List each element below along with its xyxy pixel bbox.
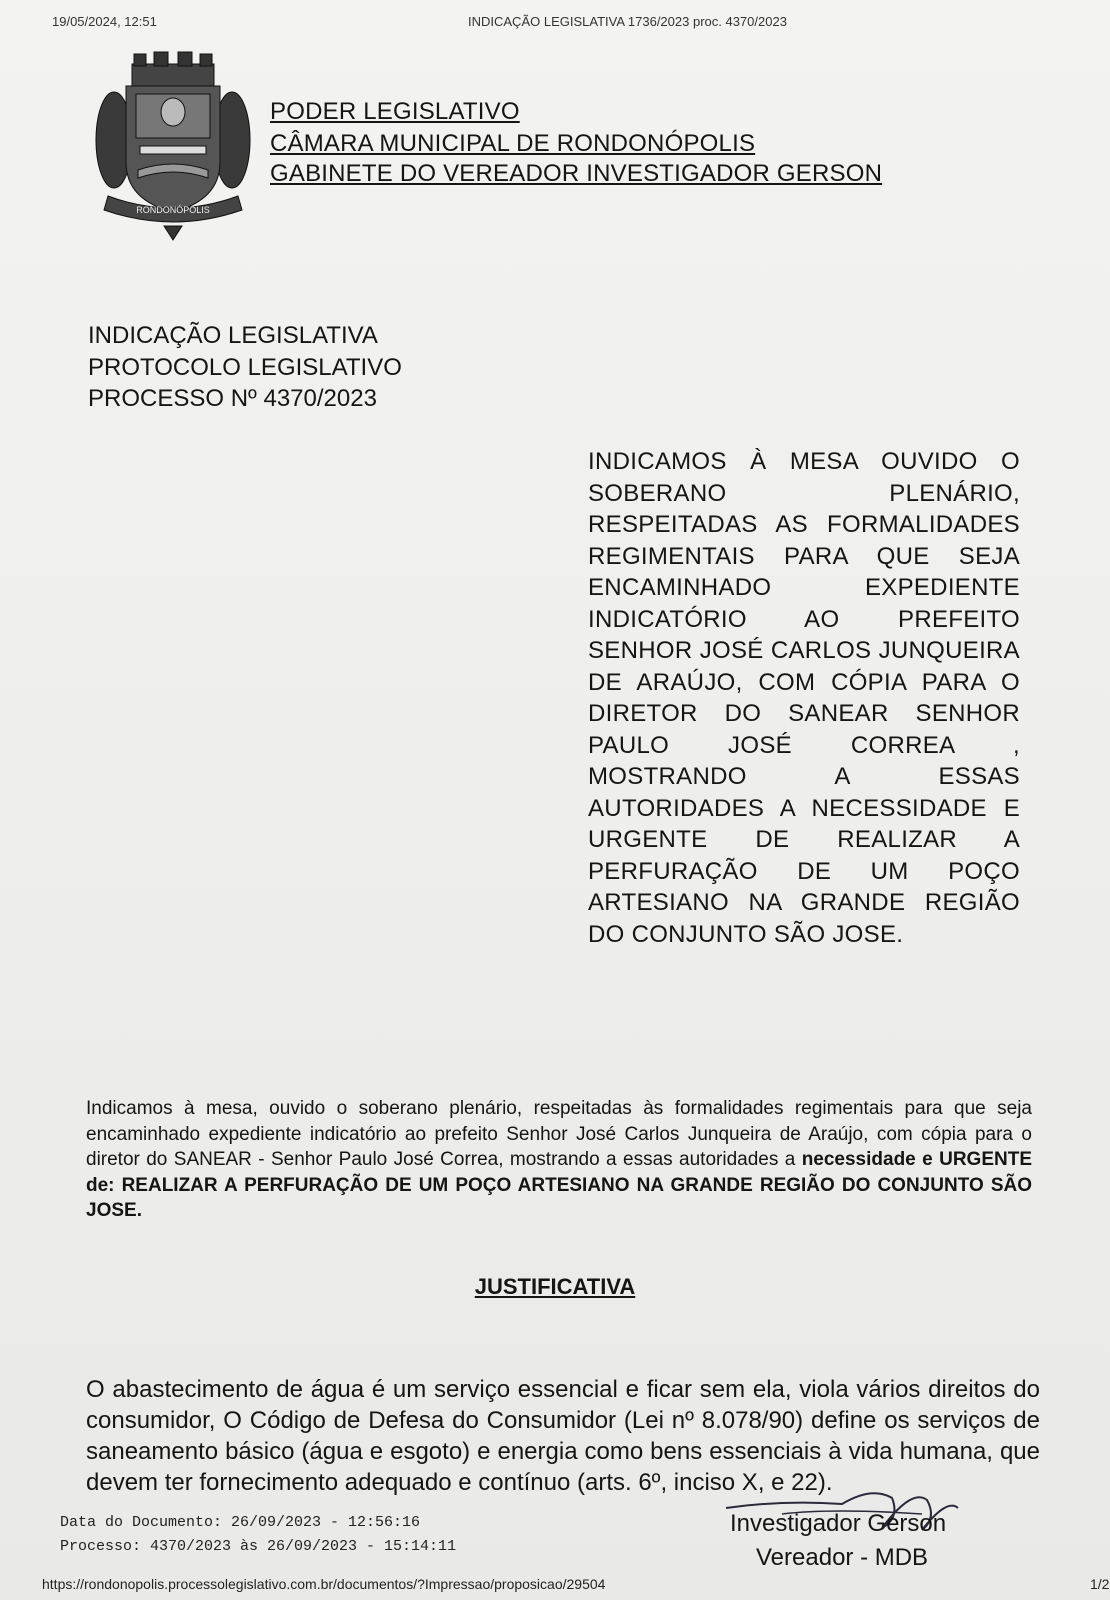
- ementa-text: INDICAMOS À MESA OUVIDO O SOBERANO PLENÁRIO, RESPEITADAS AS FORMALIDADES REGIMENTAIS PARA QUE SEJA ENCAMINHADO EXPEDIENTE INDICATÓRIO AO PREFEITO SENHOR JOSÉ CARLOS JUNQUEIRA DE ARAÚJO, COM CÓPIA PARA O DIRETOR DO SANEAR SENHOR PAULO JOSÉ CORREA , MOSTRANDO A ESSAS AUTORIDADES A NECESSIDADE E URGENTE DE REALIZAR A PERFURAÇÃO DE UM POÇO ARTESIANO NA GRANDE REGIÃO DO CONJUNTO SÃO JOSE.: [588, 448, 1020, 948]
- intro-paragraph: [86, 1096, 1032, 1224]
- letterhead-line-2: CÂMARA MUNICIPAL DE RONDONÓPOLIS: [270, 130, 756, 157]
- print-header-title: INDICAÇÃO LEGISLATIVA 1736/2023 proc. 4370/2023: [468, 14, 787, 29]
- letterhead-line-1: PODER LEGISLATIVO: [270, 98, 520, 125]
- page-number: 1/2: [1090, 1576, 1110, 1592]
- reference-type: INDICAÇÃO LEGISLATIVA: [88, 322, 378, 349]
- signer-role: Vereador - MDB: [756, 1544, 929, 1571]
- footer-url: https://rondonopolis.processolegislativo.com.br/documentos/?Impressao/proposicao/29504: [42, 1576, 606, 1592]
- justificativa-paragraph: O abastecimento de água é um serviço essencial e ficar sem ela, viola vários direitos do consumidor, O Código de Defesa do Consumidor (Lei nº 8.078/90) define os serviços de saneamento básico (água e esgoto) e energia como bens essenciais à vida humana, que devem ter fornecimento adequado e contínuo (arts. 6º, inciso X, e 22).: [86, 1376, 1040, 1496]
- intro-plain-text: Indicamos à mesa, ouvido o soberano plenário, respeitadas às formalidades regimentais para que seja encaminhado expediente indicatório ao prefeito Senhor José Carlos Junqueira de Araújo, com cópia para o diretor do SANEAR - Senhor Paulo José Correa, mostrando a essas autoridades a: [86, 1098, 1032, 1170]
- reference-protocol: PROTOCOLO LEGISLATIVO: [88, 354, 402, 381]
- signer-name: Investigador Gerson: [730, 1510, 947, 1537]
- process-stamp: Processo: 4370/2023 às 26/09/2023 - 15:14:11: [60, 1538, 457, 1555]
- intro-bold-text: necessidade e URGENTE de: REALIZAR A PERFURAÇÃO DE UM POÇO ARTESIANO NA GRANDE REGIÃO DO CONJUNTO SÃO JOSE.: [86, 1149, 1032, 1221]
- justificativa-heading: JUSTIFICATIVA: [474, 1274, 636, 1299]
- letterhead-line-3: GABINETE DO VEREADOR INVESTIGADOR GERSON: [270, 160, 883, 187]
- document-date-stamp: Data do Documento: 26/09/2023 - 12:56:16: [60, 1514, 421, 1531]
- coat-of-arms-icon: [94, 50, 252, 242]
- print-datetime: 19/05/2024, 12:51: [52, 14, 157, 29]
- crest-banner-text: RONDONÓPOLIS: [136, 205, 210, 215]
- reference-process-number: PROCESSO Nº 4370/2023: [88, 385, 377, 412]
